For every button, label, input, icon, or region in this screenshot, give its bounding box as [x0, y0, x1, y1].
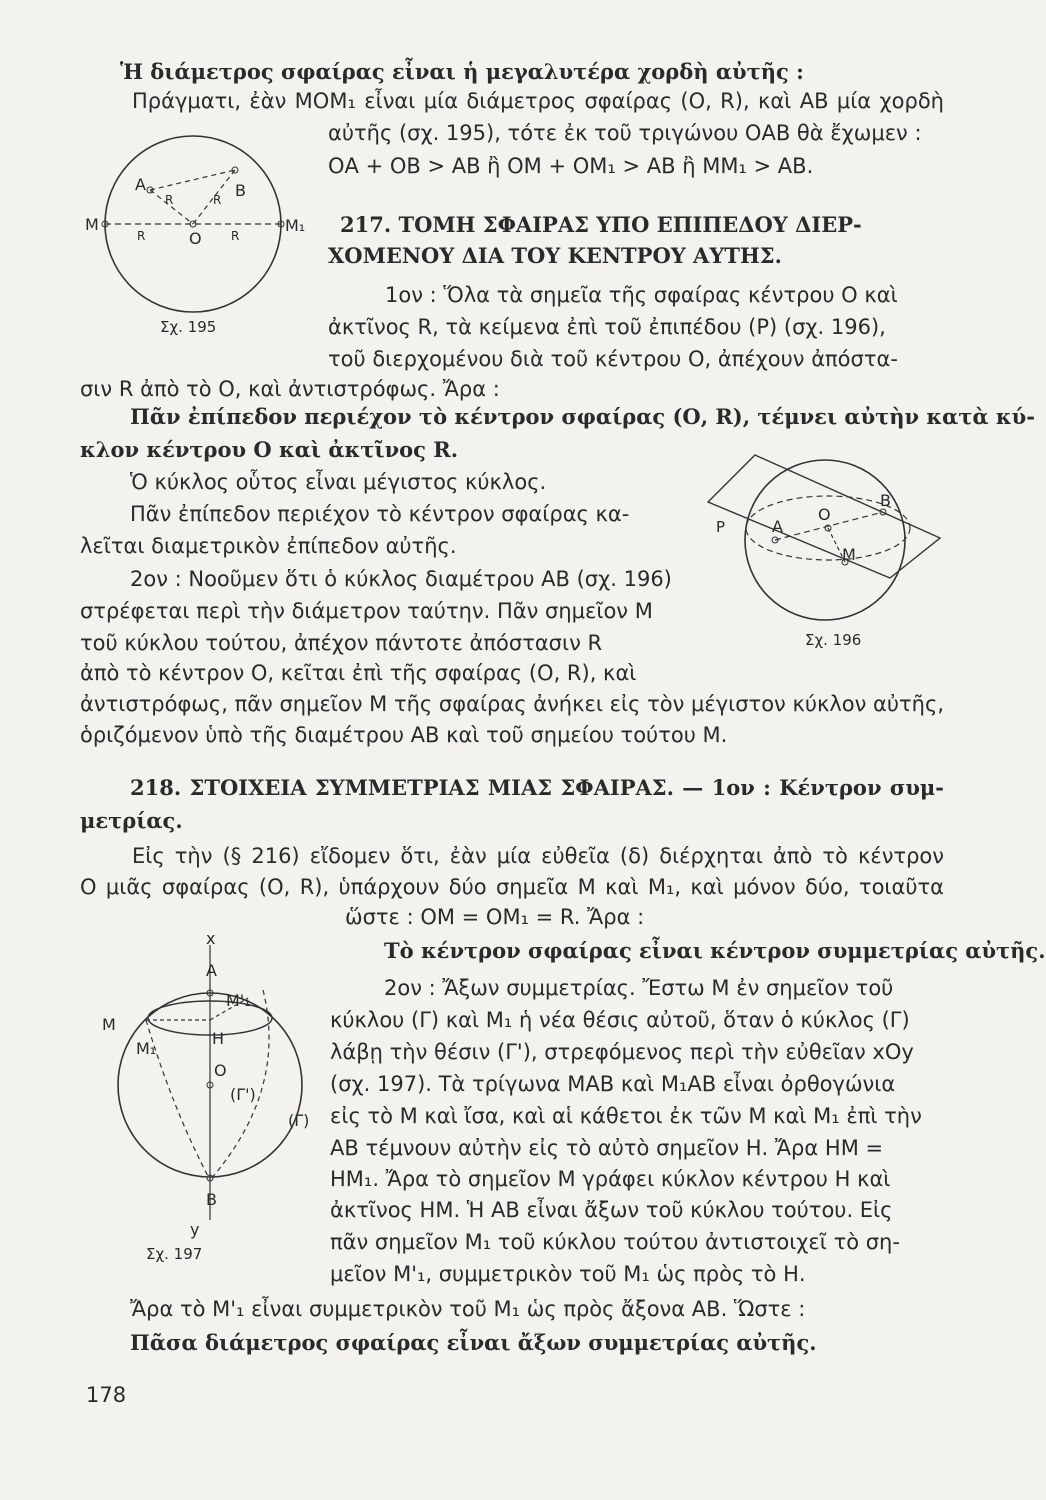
- text-line: λάβῃ τὴν θέσιν (Γ'), στρεφόμενος περὶ τὴν εὐθεῖαν xOy: [330, 1040, 914, 1064]
- label-R: R: [137, 229, 146, 243]
- figure-196: [700, 450, 950, 650]
- text-line: στρέφεται περὶ τὴν διάμετρον ταύτην. Πᾶν σημεῖον Μ: [80, 599, 653, 623]
- label-A: A: [206, 961, 217, 980]
- text-line: ΑΒ τέμνουν αὐτὴν εἰς τὸ αὐτὸ σημεῖον Η. Ἄρα ΗΜ =: [330, 1136, 884, 1160]
- label-R: R: [231, 229, 240, 243]
- text-line: ἀκτῖνος R, τὰ κείμενα ἐπὶ τοῦ ἐπιπέδου (P) (σχ. 196),: [328, 315, 886, 339]
- text-line: Ὁ κύκλος οὗτος εἶναι μέγιστος κύκλος.: [130, 470, 547, 494]
- text-line: τοῦ κύκλου τούτου, ἀπέχον πάντοτε ἀπόστασιν R: [80, 631, 603, 655]
- label-R: R: [213, 193, 222, 207]
- label-M: M: [842, 545, 856, 564]
- figure-197: [98, 930, 328, 1270]
- label-R: R: [165, 193, 174, 207]
- text-line: (σχ. 197). Τὰ τρίγωνα ΜΑΒ καὶ Μ₁ΑΒ εἶναι ὀρθογώνια: [330, 1072, 896, 1096]
- text-line: ἀπὸ τὸ κέντρον Ο, κεῖται ἐπὶ τῆς σφαίρας (Ο, R), καὶ: [80, 661, 637, 685]
- text-line: μεῖον Μ'₁, συμμετρικὸν τοῦ Μ₁ ὡς πρὸς τὸ Η.: [330, 1262, 806, 1286]
- text-line: λεῖται διαμετρικὸν ἐπίπεδον αὐτῆς.: [80, 534, 457, 558]
- figure-196-caption: Σχ. 196: [805, 631, 862, 649]
- label-M1: M₁: [285, 216, 306, 235]
- label-A: A: [772, 517, 783, 536]
- text-line: ὥστε : ΟΜ = ΟΜ₁ = R. Ἄρα :: [345, 905, 645, 929]
- label-x: x: [206, 929, 216, 948]
- section-heading-217-cont: ΧΟΜΕΝΟΥ ΔΙΑ ΤΟΥ ΚΕΝΤΡΟΥ ΑΥΤΗΣ.: [328, 243, 782, 268]
- figure-197-caption: Σχ. 197: [146, 1245, 203, 1263]
- label-A: A: [135, 175, 146, 194]
- text-line: 1ον : Ὅλα τὰ σημεῖα τῆς σφαίρας κέντρου Ο καὶ: [385, 283, 898, 307]
- text-line: αὐτῆς (σχ. 195), τότε ἐκ τοῦ τριγώνου ΟΑΒ θὰ ἔχωμεν :: [328, 121, 922, 145]
- text-line: σιν R ἀπὸ τὸ Ο, καὶ ἀντιστρόφως. Ἄρα :: [80, 377, 500, 401]
- figure-195-drawing: [85, 128, 315, 328]
- label-H: H: [212, 1029, 225, 1048]
- text-line: 2ον : Νοοῦμεν ὅτι ὁ κύκλος διαμέτρου ΑΒ (σχ. 196): [130, 567, 672, 591]
- theorem-statement: Πᾶν ἐπίπεδον περιέχον τὸ κέντρον σφαίρας (Ο, R), τέμνει αὐτὴν κατὰ κύ-: [130, 404, 1035, 429]
- label-P: P: [716, 518, 726, 536]
- text-line: ἀκτῖνος ΗΜ. Ἡ ΑΒ εἶναι ἄξων τοῦ κύκλου τούτου. Εἰς: [330, 1198, 893, 1222]
- label-B: B: [880, 491, 891, 510]
- text-line: ἀντιστρόφως, πᾶν σημεῖον Μ τῆς σφαίρας ἀνήκει εἰς τὸν μέγιστον κύκλον αὐτῆς,: [80, 692, 944, 716]
- label-B: B: [235, 181, 246, 200]
- label-B: B: [206, 1190, 217, 1209]
- label-M: M: [85, 215, 99, 234]
- theorem-statement: Πᾶσα διάμετρος σφαίρας εἶναι ἄξων συμμετρίας αὐτῆς.: [130, 1330, 817, 1355]
- theorem-statement: Ἡ διάμετρος σφαίρας εἶναι ἡ μεγαλυτέρα χορδὴ αὐτῆς :: [120, 59, 804, 84]
- label-Gamma: (Γ): [288, 1111, 310, 1130]
- text-line: Πᾶν ἐπίπεδον περιέχον τὸ κέντρον σφαίρας κα-: [130, 502, 630, 526]
- text-line: τοῦ διερχομένου διὰ τοῦ κέντρου Ο, ἀπέχουν ἀπόστα-: [328, 347, 898, 371]
- label-O: O: [189, 229, 202, 248]
- text-line: Πράγματι, ἐὰν ΜΟΜ₁ εἶναι μία διάμετρος σφαίρας (Ο, R), καὶ ΑΒ μία χορδὴ: [132, 89, 944, 113]
- label-M: M: [102, 1015, 116, 1034]
- inequality-line: ΟΑ + ΟΒ > ΑΒ ἢ ΟΜ + ΟΜ₁ > ΑΒ ἢ ΜΜ₁ > ΑΒ.: [328, 154, 814, 178]
- text-line: ΗΜ₁. Ἄρα τὸ σημεῖον Μ γράφει κύκλον κέντρου Η καὶ: [330, 1167, 891, 1191]
- label-O: O: [818, 505, 831, 524]
- text-line: κύκλου (Γ) καὶ Μ₁ ἡ νέα θέσις αὐτοῦ, ὅταν ὁ κύκλος (Γ): [330, 1008, 910, 1032]
- theorem-statement: κλον κέντρου Ο καὶ ἀκτῖνος R.: [80, 437, 459, 462]
- text-line: 2ον : Ἄξων συμμετρίας. Ἔστω Μ ἐν σημεῖον τοῦ: [384, 976, 894, 1000]
- section-heading-217: 217. ΤΟΜΗ ΣΦΑΙΡΑΣ ΥΠΟ ΕΠΙΠΕΔΟΥ ΔΙΕΡ-: [340, 212, 862, 237]
- figure-195-caption: Σχ. 195: [160, 318, 217, 336]
- section-heading-218: 218. ΣΤΟΙΧΕΙΑ ΣΥΜΜΕΤΡΙΑΣ ΜΙΑΣ ΣΦΑΙΡΑΣ. — 1ον : Κέντρον συμ-: [130, 775, 944, 800]
- text-line: Ἄρα τὸ Μ'₁ εἶναι συμμετρικὸν τοῦ Μ₁ ὡς πρὸς ἄξονα ΑΒ. Ὥστε :: [130, 1297, 806, 1321]
- page-number: 178: [86, 1383, 127, 1407]
- figure-197-drawing: [98, 930, 328, 1240]
- text-line: ὁριζόμενον ὑπὸ τῆς διαμέτρου ΑΒ καὶ τοῦ σημείου τούτου Μ.: [80, 723, 728, 747]
- figure-196-drawing: [700, 450, 950, 650]
- label-y: y: [190, 1220, 200, 1239]
- text-line: Εἰς τὴν (§ 216) εἴδομεν ὅτι, ἐὰν μία εὐθεῖα (δ) διέρχηται ἀπὸ τὸ κέντρον: [132, 844, 944, 868]
- text-line: πᾶν σημεῖον Μ₁ τοῦ κύκλου τούτου ἀντιστοιχεῖ τὸ ση-: [330, 1230, 900, 1254]
- figure-195: [85, 128, 315, 336]
- label-Gamma-prime: (Γ'): [230, 1085, 256, 1104]
- text-line: εἰς τὸ Μ καὶ ἴσα, καὶ αἱ κάθετοι ἐκ τῶν Μ καὶ Μ₁ ἐπὶ τὴν: [330, 1104, 922, 1128]
- label-O: O: [214, 1061, 227, 1080]
- theorem-statement: Τὸ κέντρον σφαίρας εἶναι κέντρον συμμετρίας αὐτῆς.: [384, 938, 1046, 963]
- label-M1-prime: M'₁: [226, 991, 251, 1010]
- text-line: Ο μιᾶς σφαίρας (Ο, R), ὑπάρχουν δύο σημεῖα Μ καὶ Μ₁, καὶ μόνον δύο, τοιαῦτα: [80, 875, 944, 899]
- section-heading-218-cont: μετρίας.: [80, 808, 183, 833]
- label-M1: M₁: [136, 1039, 157, 1058]
